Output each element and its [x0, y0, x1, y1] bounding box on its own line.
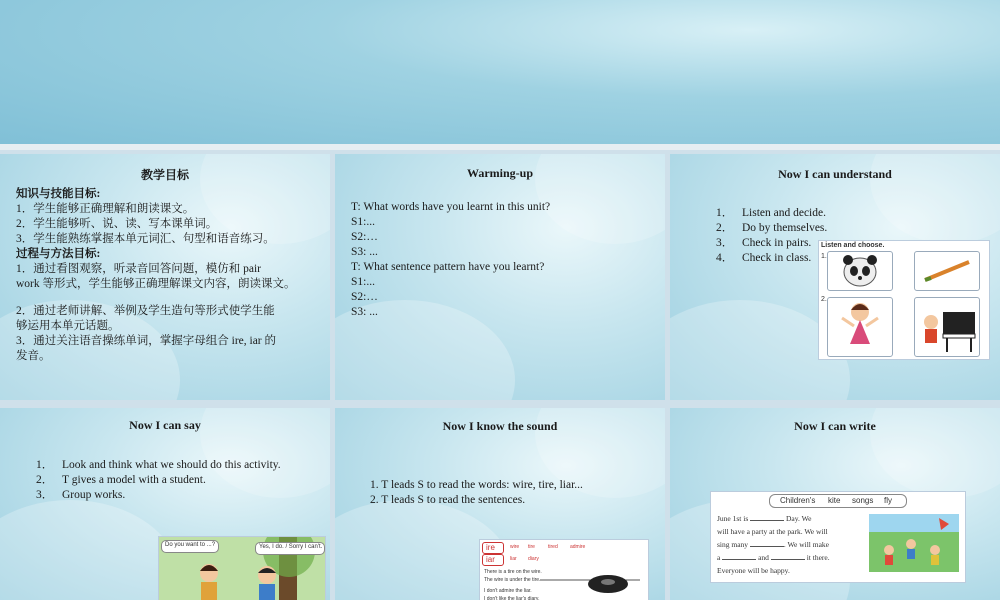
- write-exercise-picture: [710, 491, 966, 583]
- pencil-icon: [915, 252, 979, 290]
- sound-picture: ire wire tire tired admire iar liar diary There is a tire on the wire. The wire is under the tire. I don't admire the liar. I don't like the liar's diary.: [479, 539, 649, 600]
- pencil-picture: [914, 251, 980, 291]
- tire-icon: [480, 540, 648, 600]
- slide-title: Now I know the sound: [442, 419, 558, 433]
- slide-warming-up[interactable]: [335, 154, 665, 400]
- list-item: 1． Listen and decide.: [716, 207, 826, 219]
- slide-title: Now I can understand: [778, 167, 892, 181]
- slide-body: T: What words have you learnt in this unit? S1:... S2:… S3: ... T: What sentence pattern have you learnt? S1:... S2:… S3: ...: [351, 201, 551, 318]
- dancing-girl-picture: [827, 297, 893, 357]
- piano-picture: [914, 297, 980, 357]
- list-item: 1． Look and think what we should do this activity.: [36, 459, 281, 471]
- girl-icon: [828, 298, 892, 356]
- panda-picture: [827, 251, 893, 291]
- slide-now-i-can-say[interactable]: [0, 408, 330, 600]
- list-item: 4． Check in class.: [716, 252, 812, 264]
- slide-body: 1. T leads S to read the words: wire, tire, liar... 2. T leads S to read the sentences.: [370, 479, 583, 506]
- step-list: [36, 458, 286, 503]
- slide-title: Now I can say: [129, 418, 201, 432]
- word-bank: Children's kite songs fly: [769, 494, 907, 508]
- slide-now-i-can-understand[interactable]: [670, 154, 1000, 400]
- slide-now-i-can-write[interactable]: [670, 408, 1000, 600]
- slide-body: 知识与技能目标: 1．学生能够正确理解和朗读课文。 2．学生能够听、说、读、写本课单词。 3．学生能熟练掌握本单元词汇、句型和语音练习。 过程与方法目标: 1．通过看图观察，听录音回答问题，模仿和 pair work 等形式，学生能够正确理解课文内容，朗读课文。 2．通过老师讲解、举例及学生造句等形式使学生能 够运用本单元话题。 3．通过关注语音操练单词，掌握字母组合 ire, iar 的 发音。: [16, 188, 296, 362]
- list-item: 2． Do by themselves.: [716, 222, 828, 234]
- slide-teaching-goals[interactable]: [0, 154, 330, 400]
- list-item: 3． Check in pairs.: [716, 237, 812, 249]
- slide-now-i-know-the-sound[interactable]: [335, 408, 665, 600]
- header-banner: [0, 0, 1000, 150]
- slide-title: Now I can write: [794, 419, 876, 433]
- list-item: 2． T gives a model with a student.: [36, 474, 206, 486]
- slide-title: 教学目标: [140, 168, 189, 182]
- list-item: 3． Group works.: [36, 489, 126, 501]
- say-picture: Do you want to ...? Yes, I do. / Sorry I can't.: [158, 536, 326, 600]
- fill-in-passage: June 1st is Day. We will have a party at the park. We will sing many . We will make a and it there. Everyone will be happy.: [717, 514, 830, 575]
- panda-icon: [828, 252, 892, 290]
- slide-title: Warming-up: [466, 166, 533, 180]
- park-party-illustration: [869, 514, 959, 572]
- piano-icon: [915, 298, 979, 356]
- listen-choose-picture: Listen and choose. 1. 2.: [818, 240, 990, 360]
